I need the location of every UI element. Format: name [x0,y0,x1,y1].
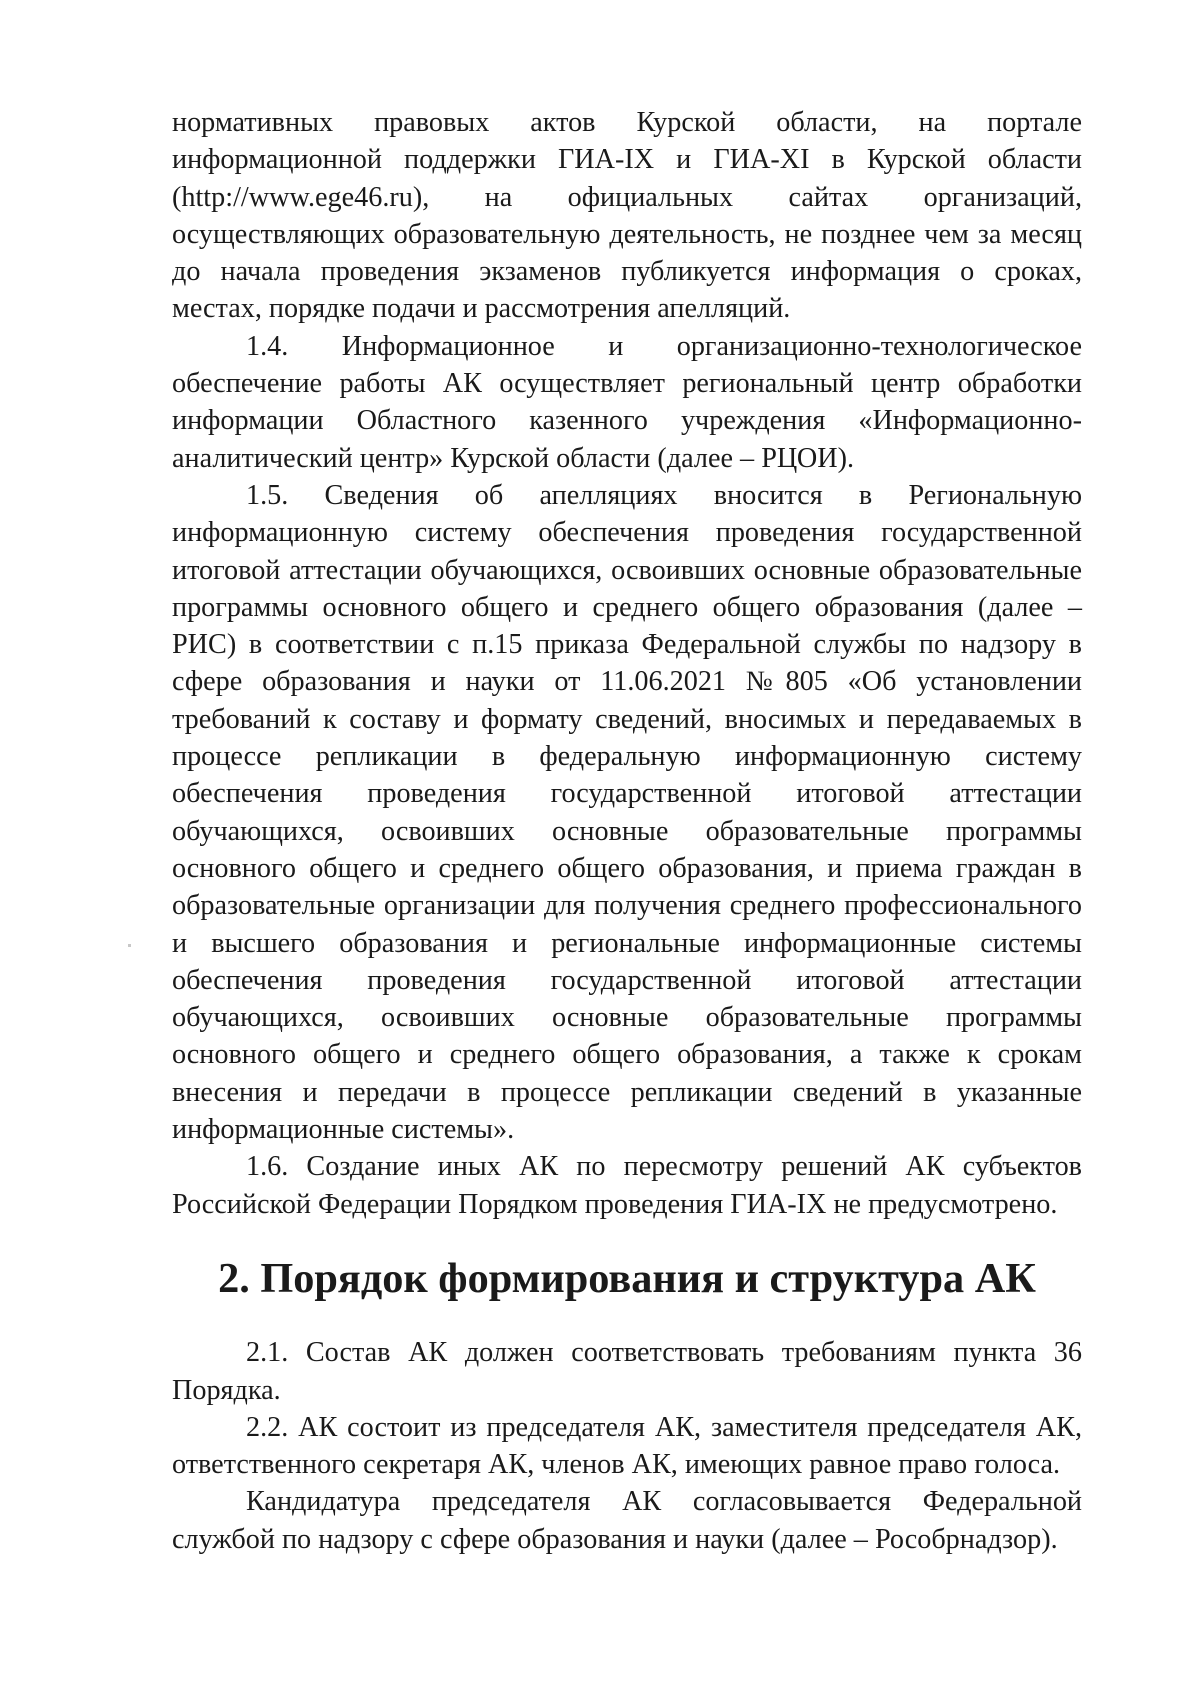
section-heading: 2. Порядок формирования и структура АК [218,1254,1036,1302]
paragraph-1-4: 1.4. Информационное и организационно-технологическое обеспечение работы АК осуществляет региональный центр обработки информации Областного казенного учреждения «Информационно-аналитический центр» Курской области (далее – РЦОИ). [172,330,1082,474]
scan-speck [128,944,131,947]
document-body [172,104,1082,1558]
paragraph-1-6: 1.6. Создание иных АК по пересмотру решений АК субъектов Российской Федерации Порядком проведения ГИА-IX не предусмотрено. [172,1151,1082,1220]
paragraph-2-2-candidate: Кандидатура председателя АК согласовывается Федеральной службой по надзору с сфере образования и науки (далее – Рособрнадзор). [172,1486,1082,1555]
paragraph-1-3-continued: нормативных правовых актов Курской области, на портале информационной поддержки ГИА-IX и ГИА-XI в Курской области (http://www.ege46.ru), на официальных сайтах организаций, осуществляющих образовательную деятельность, не позднее чем за месяц до начала проведения экзаменов публикуется информация о сроках, местах, порядке подачи и рассмотрения апелляций. [172,107,1082,325]
paragraph-2-1: 2.1. Состав АК должен соответствовать требованиям пункта 36 Порядка. [172,1337,1082,1406]
paragraph-2-2: 2.2. АК состоит из председателя АК, заместителя председателя АК, ответственного секретаря АК, членов АК, имеющих равное право голоса. [172,1411,1082,1481]
paragraph-1-5: 1.5. Сведения об апелляциях вносится в Региональную информационную систему обеспечения проведения государственной итоговой аттестации обучающихся, освоивших основные образовательные программы основного общего и среднего общего образования (далее – РИС) в соответствии с п.15 приказа Федеральной службы по надзору в сфере образования и науки от 11.06.2021 №805 «Об установлении требований к составу и формату сведений, вносимых и передаваемых в процессе репликации в федеральную информационную систему обеспечения проведения государственной итоговой аттестации обучающихся, освоивших основные образовательные программы основного общего и среднего общего образования, и приема граждан в образовательные организации для получения среднего профессионального и высшего образования и региональные информационные системы обеспечения проведения государственной итоговой аттестации обучающихся, освоивших основные образовательные программы основного общего и среднего общего образования, а также к срокам внесения и передачи в процессе репликации сведений в указанные информационные системы». [172,479,1082,1146]
